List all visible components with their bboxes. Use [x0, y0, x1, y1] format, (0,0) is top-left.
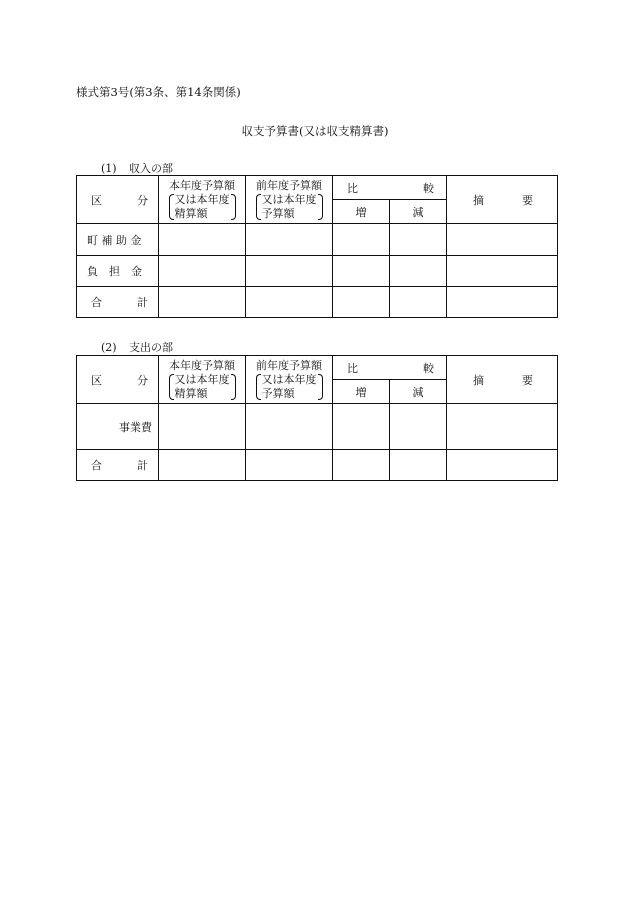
header-remarks: 摘 要	[447, 356, 558, 404]
cell-input[interactable]	[159, 450, 246, 481]
cell-input[interactable]	[246, 450, 333, 481]
header-current-budget: 本年度予算額 又は本年度 精算額	[159, 356, 246, 404]
cell-input[interactable]	[447, 287, 558, 318]
header-decrease: 減	[390, 200, 447, 224]
expense-table	[76, 355, 558, 481]
row-label-total: 合 計	[77, 287, 159, 318]
header-previous-budget: 前年度予算額 又は本年度 予算額	[246, 356, 333, 404]
income-section-title	[101, 160, 173, 176]
cell-input[interactable]	[447, 256, 558, 287]
row-label-total: 合 計	[77, 450, 159, 481]
cell-input[interactable]	[333, 224, 390, 256]
header-category: 区 分	[77, 176, 159, 224]
document-title: 収支予算書(又は収支精算書)	[241, 124, 389, 138]
row-label-subsidy: 町 補 助 金	[77, 224, 159, 256]
cell-input[interactable]	[246, 224, 333, 256]
header-comparison: 比 較	[333, 356, 447, 380]
cell-input[interactable]	[333, 404, 390, 450]
cell-input[interactable]	[159, 256, 246, 287]
cell-input[interactable]	[390, 224, 447, 256]
cell-input[interactable]	[159, 224, 246, 256]
expense-section-title	[101, 339, 173, 355]
cell-input[interactable]	[159, 287, 246, 318]
income-section-label: 収入の部	[129, 162, 173, 175]
cell-input[interactable]	[159, 404, 246, 450]
income-section-number: (1)	[101, 162, 117, 175]
header-comparison: 比 較	[333, 176, 447, 200]
cell-input[interactable]	[333, 256, 390, 287]
row-label-project-cost: 事業費	[77, 404, 159, 450]
cell-input[interactable]	[246, 287, 333, 318]
header-current-budget: 本年度予算額 又は本年度 精算額	[159, 176, 246, 224]
cell-input[interactable]	[333, 287, 390, 318]
cell-input[interactable]	[246, 404, 333, 450]
expense-section-number: (2)	[101, 341, 117, 354]
cell-input[interactable]	[447, 224, 558, 256]
row-label-contribution: 負 担 金	[77, 256, 159, 287]
cell-input[interactable]	[447, 404, 558, 450]
cell-input[interactable]	[333, 450, 390, 481]
cell-input[interactable]	[390, 287, 447, 318]
header-increase: 増	[333, 380, 390, 404]
expense-section-label: 支出の部	[129, 341, 173, 354]
income-table	[76, 175, 558, 318]
header-remarks: 摘 要	[447, 176, 558, 224]
cell-input[interactable]	[390, 256, 447, 287]
header-category: 区 分	[77, 356, 159, 404]
header-previous-budget: 前年度予算額 又は本年度 予算額	[246, 176, 333, 224]
cell-input[interactable]	[390, 450, 447, 481]
form-number: 様式第3号(第3条、第14条関係)	[76, 85, 241, 99]
cell-input[interactable]	[246, 256, 333, 287]
header-increase: 増	[333, 200, 390, 224]
cell-input[interactable]	[447, 450, 558, 481]
cell-input[interactable]	[390, 404, 447, 450]
header-decrease: 減	[390, 380, 447, 404]
